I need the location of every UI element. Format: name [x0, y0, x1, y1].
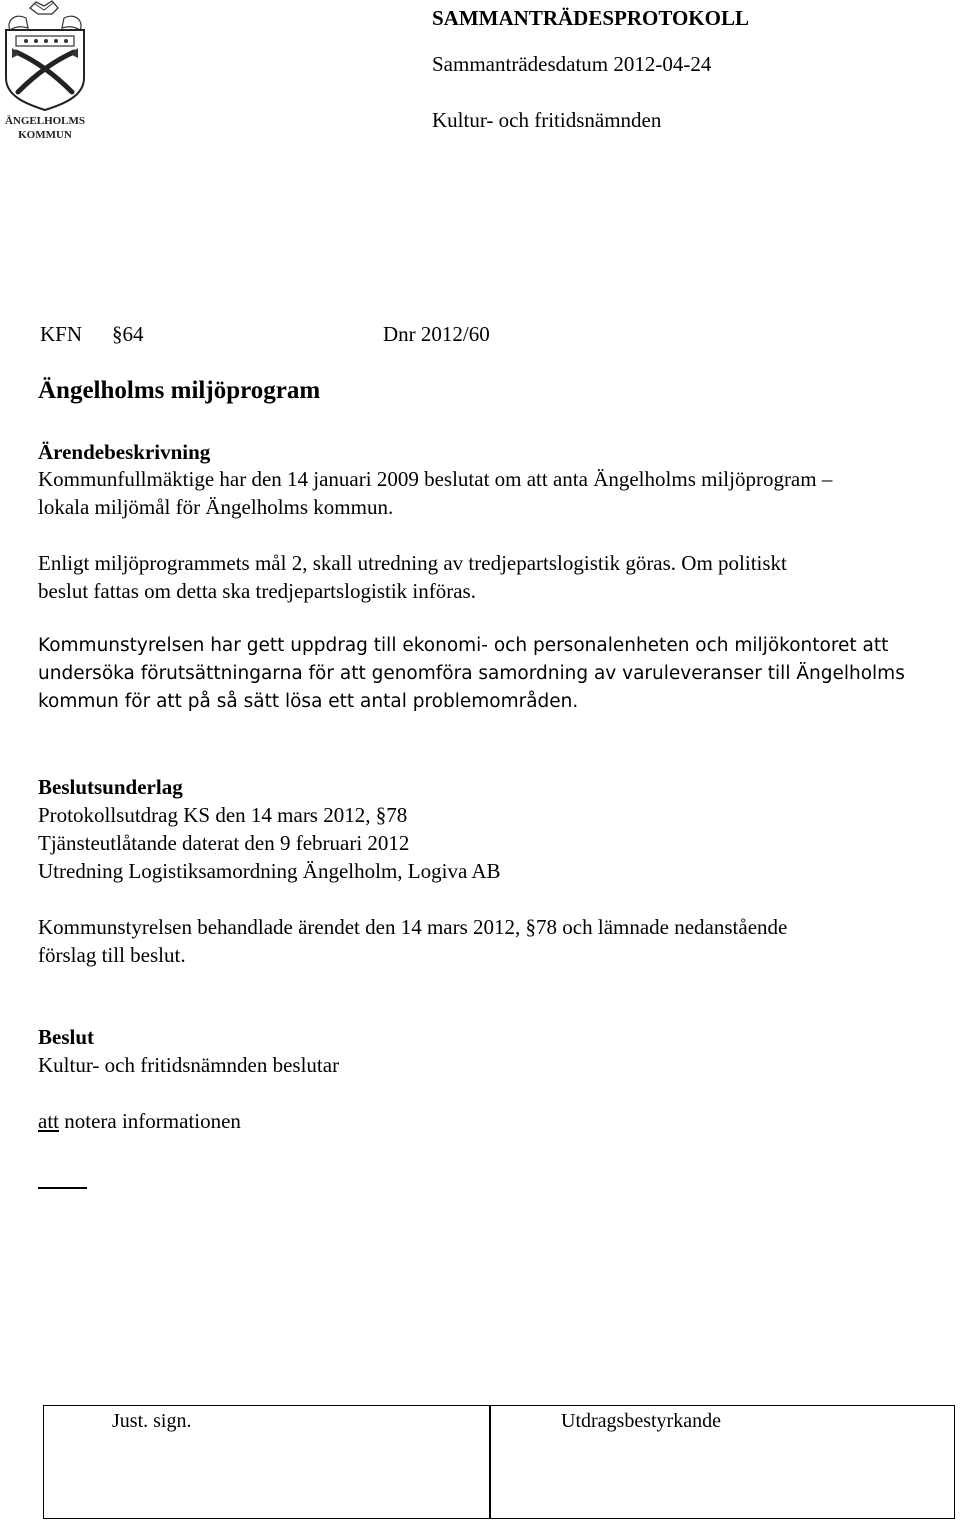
decision-text: notera informationen [64, 1109, 241, 1133]
paragraph-line: Kommunfullmäktige har den 14 januari 2009 beslutat om att anta Ängelholms miljöprogram – [38, 467, 833, 491]
document-list-item: Utredning Logistiksamordning Ängelholm, Logiva AB [38, 859, 501, 883]
paragraph-line: beslut fattas om detta ska tredjepartslogistik införas. [38, 579, 476, 603]
paragraph-line: Enligt miljöprogrammets mål 2, skall utredning av tredjepartslogistik göras. Om politiskt [38, 551, 787, 575]
paragraph-line: lokala miljömål för Ängelholms kommun. [38, 495, 394, 519]
municipality-coat-of-arms-logo [0, 0, 90, 145]
just-sign-label: Just. sign. [112, 1410, 192, 1432]
signature-divider [489, 1406, 491, 1518]
logo-text-line1: ÄNGELHOLMS [4, 115, 86, 127]
utdragsbestyrkande-label: Utdragsbestyrkande [561, 1410, 721, 1432]
committee-code: KFN [40, 322, 83, 346]
logo-text-line2: KOMMUN [18, 129, 72, 141]
beslutsunderlag-heading: Beslutsunderlag [38, 775, 183, 799]
closing-rule [38, 1187, 87, 1189]
case-number: Dnr 2012/60 [383, 322, 490, 346]
paragraph-number: §64 [112, 322, 144, 346]
protocol-title: SAMMANTRÄDESPROTOKOLL [432, 6, 749, 30]
att-word: att [38, 1109, 59, 1133]
paragraph-line: kommun för att på så sätt lösa ett antal problemområden. [38, 691, 579, 712]
beslut-heading: Beslut [38, 1025, 95, 1049]
case-title: Ängelholms miljöprogram [38, 377, 321, 404]
document-list-item: Protokollsutdrag KS den 14 mars 2012, §78 [38, 803, 408, 827]
meeting-date: Sammanträdesdatum 2012-04-24 [432, 52, 712, 76]
decision-intro: Kultur- och fritidsnämnden beslutar [38, 1053, 340, 1077]
decision-line [38, 1109, 241, 1134]
paragraph-line: undersöka förutsättningarna för att genomföra samordning av varuleveranser till Ängelholms [38, 663, 905, 684]
paragraph-line: Kommunstyrelsen har gett uppdrag till ekonomi- och personalenheten och miljökontoret att [38, 635, 889, 656]
arendebeskrivning-heading: Ärendebeskrivning [38, 440, 211, 464]
document-list-item: Tjänsteutlåtande daterat den 9 februari 2012 [38, 831, 410, 855]
committee-name: Kultur- och fritidsnämnden [432, 108, 662, 132]
paragraph-line: Kommunstyrelsen behandlade ärendet den 14 mars 2012, §78 och lämnade nedanstående [38, 915, 788, 939]
paragraph-line: förslag till beslut. [38, 943, 186, 967]
